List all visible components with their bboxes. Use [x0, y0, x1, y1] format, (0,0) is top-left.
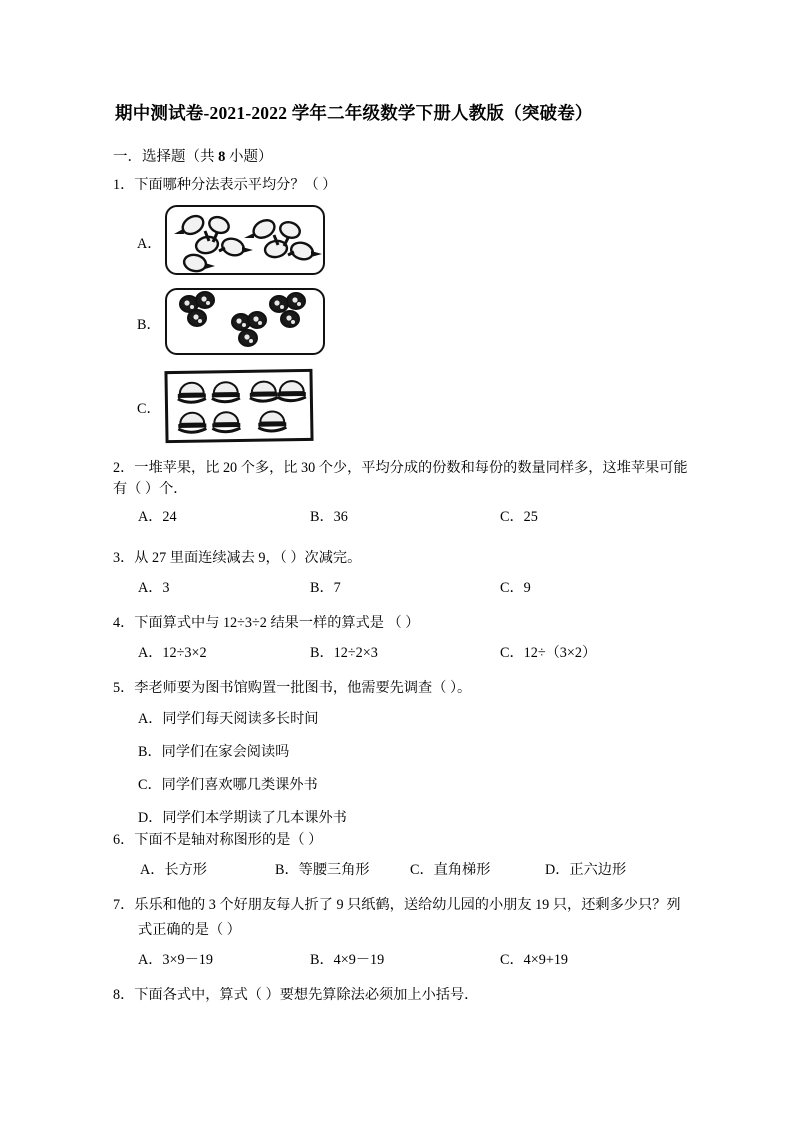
hamburger-icon [167, 372, 310, 440]
question-4-text: 4．下面算式中与 12÷3÷2 结果一样的算式是 （ ） [113, 615, 420, 631]
question-7-option-a[interactable]: A．3×9－19 [138, 952, 213, 969]
question-1-option-c-label: C． [137, 401, 161, 417]
question-2-option-c[interactable]: C．25 [500, 509, 538, 526]
grape-cluster-icon [167, 290, 323, 353]
section-heading-count: 8 [218, 149, 226, 165]
question-4-option-c[interactable]: C．12÷（3×2） [500, 644, 597, 661]
grape-cluster-figure [165, 288, 325, 355]
question-7 [113, 895, 713, 980]
leaf-cluster-figure [165, 205, 325, 275]
question-4-options [138, 643, 713, 673]
question-3-option-b[interactable]: B．7 [310, 579, 341, 596]
question-8 [113, 985, 713, 1006]
question-4-option-a[interactable]: A．12÷3×2 [138, 644, 207, 661]
question-8-text: 8．下面各式中，算式（ ）要想先算除法必须加上小括号． [113, 987, 479, 1003]
question-2 [113, 458, 713, 537]
question-6-option-b[interactable]: B．等腰三角形 [275, 861, 370, 878]
question-2-option-b[interactable]: B．36 [310, 509, 348, 526]
section-heading-suffix: 小题） [225, 149, 273, 165]
question-7-options [138, 950, 713, 980]
question-4 [113, 613, 713, 673]
section-heading [113, 145, 273, 166]
question-3-option-a[interactable]: A．3 [138, 579, 170, 596]
hamburger-figure [164, 369, 313, 443]
question-1-option-b-label: B． [137, 317, 161, 333]
question-5-option-c[interactable]: C．同学们喜欢哪几类课外书 [138, 776, 318, 793]
question-5-option-a[interactable]: A．同学们每天阅读多长时间 [138, 710, 319, 727]
question-7-option-b[interactable]: B．4×9－19 [310, 952, 385, 969]
question-6-options [138, 860, 713, 890]
question-3-text: 3．从 27 里面连续减去 9，（ ）次减完。 [113, 550, 362, 566]
question-3 [113, 548, 713, 608]
question-6-option-a[interactable]: A．长方形 [140, 861, 207, 878]
question-1-text: 1．下面哪种分法表示平均分？（ ） [113, 177, 337, 193]
question-5-option-d[interactable]: D．同学们本学期读了几本课外书 [138, 809, 347, 826]
question-5 [113, 678, 713, 841]
question-6-option-c[interactable]: C．直角梯形 [410, 861, 491, 878]
question-1-option-a-label: A． [137, 236, 162, 252]
question-5-option-b[interactable]: B．同学们在家会阅读吗 [138, 743, 290, 760]
question-3-option-c[interactable]: C．9 [500, 579, 531, 596]
question-5-text: 5．李老师要为图书馆购置一批图书，他需要先调查（ ）。 [113, 680, 472, 696]
leaf-cluster-icon [167, 207, 323, 273]
question-7-option-c[interactable]: C．4×9+19 [500, 952, 569, 969]
question-6 [113, 830, 713, 890]
question-6-option-d[interactable]: D．正六边形 [545, 861, 627, 878]
section-heading-prefix: 一．选择题（共 [113, 149, 219, 165]
question-2-options [138, 507, 713, 537]
question-4-option-b[interactable]: B．12÷2×3 [310, 644, 378, 661]
page-title: 期中测试卷-2021-2022 学年二年级数学下册人教版（突破卷） [115, 103, 593, 123]
question-7-text-line2: 式正确的是（ ） [138, 921, 241, 938]
question-6-text: 6．下面不是轴对称图形的是（ ） [113, 832, 323, 848]
question-1 [113, 175, 713, 196]
question-2-option-a[interactable]: A．24 [138, 509, 177, 526]
question-5-options [138, 709, 713, 841]
question-2-text: 2．一堆苹果，比 20 个多，比 30 个少，平均分成的份数和每份的数量同样多，这堆苹果可能有（ ）个． [113, 460, 688, 497]
question-3-options [138, 578, 713, 608]
question-7-text: 7．乐乐和他的 3 个好朋友每人折了 9 只纸鹤，送给幼儿园的小朋友 19 只，还剩多少只？列 [113, 897, 681, 913]
